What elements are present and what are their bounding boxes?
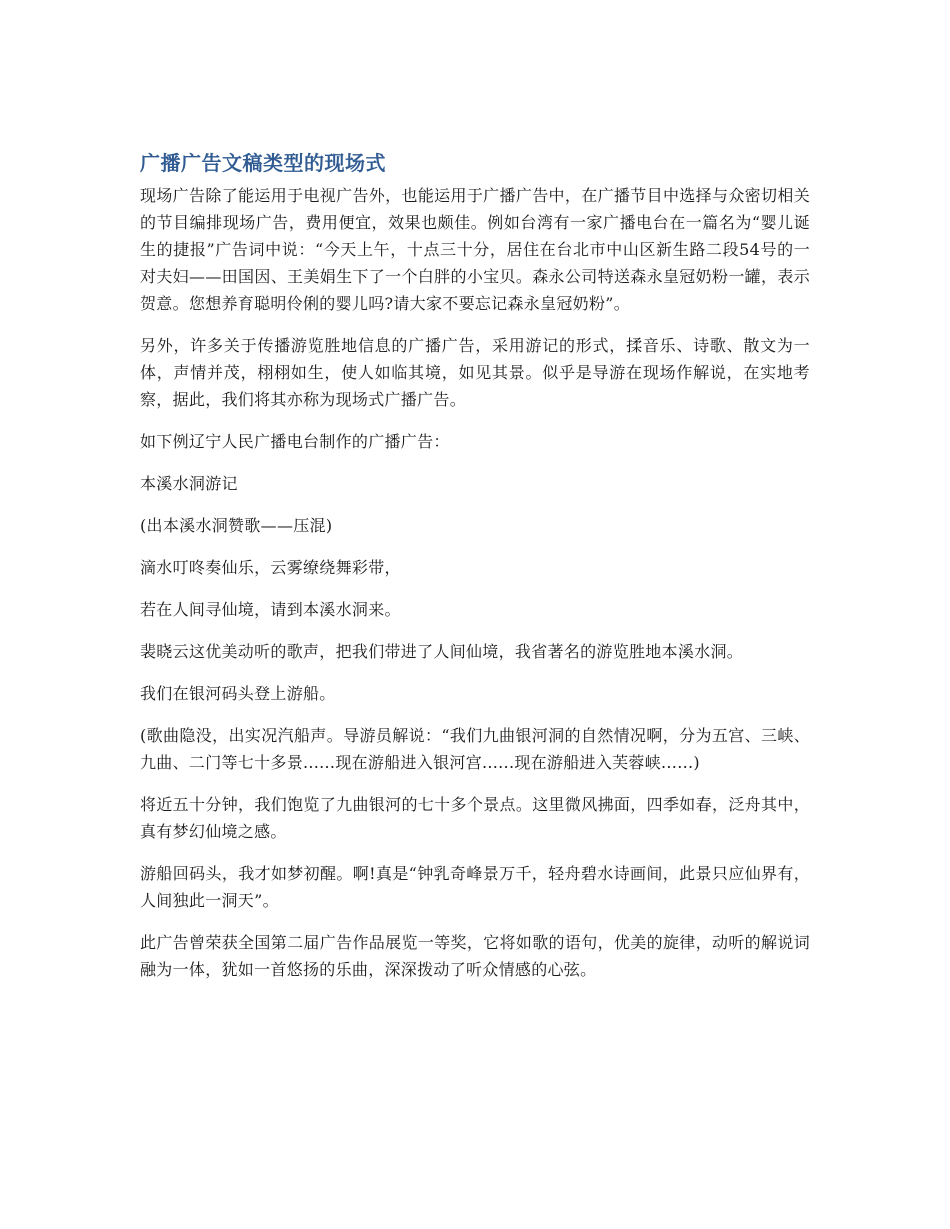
document-title: 广播广告文稿类型的现场式 xyxy=(140,151,386,175)
document-page xyxy=(140,148,810,998)
paragraph-ad-title: 本溪水洞游记 xyxy=(140,474,238,493)
paragraph-travelogue: 另外，许多关于传播游览胜地信息的广播广告，采用游记的形式，揉音乐、诗歌、散文为一体，声情并茂，栩栩如生，使人如临其境，如见其景。似乎是导游在现场作解说，在实地考察，据此，我们将其亦称为现场式广播广告。 xyxy=(140,336,810,409)
paragraph-narration-4: 游船回码头，我才如梦初醒。啊!真是“钟乳奇峰景万千，轻舟碧水诗画间，此景只应仙界有，人间独此一洞天”。 xyxy=(140,864,810,910)
paragraph-narration-1: 裴晓云这优美动听的歌声，把我们带进了人间仙境，我省著名的游览胜地本溪水洞。 xyxy=(140,642,744,661)
paragraph-narration-3: 将近五十分钟，我们饱览了九曲银河的七十多个景点。这里微风拂面，四季如春，泛舟其中，真有梦幻仙境之感。 xyxy=(140,795,810,841)
paragraph-conclusion: 此广告曾荣获全国第二届广告作品展览一等奖，它将如歌的语句，优美的旋律，动听的解说词融为一体，犹如一首悠扬的乐曲，深深拨动了听众情感的心弦。 xyxy=(140,933,810,979)
paragraph-narration-2: 我们在银河码头登上游船。 xyxy=(140,684,336,703)
paragraph-stage-direction: (出本溪水洞赞歌——压混) xyxy=(140,516,333,535)
paragraph-lyric-line-1: 滴水叮咚奏仙乐，云雾缭绕舞彩带， xyxy=(140,558,401,577)
paragraph-guide-commentary: (歌曲隐没，出实况汽船声。导游员解说：“我们九曲银河洞的自然情况啊，分为五宫、三峡、九曲、二门等七十多景......现在游船进入银河宫......现在游船进入芙蓉峡......) xyxy=(140,726,810,772)
paragraph-intro: 现场广告除了能运用于电视广告外，也能运用于广播广告中，在广播节目中选择与众密切相关的节目编排现场广告，费用便宜，效果也颇佳。例如台湾有一家广播电台在一篇名为“婴儿诞生的捷报”广告词中说：“今天上午，十点三十分，居住在台北市中山区新生路二段54号的一对夫妇——田国因、王美娟生下了一个白胖的小宝贝。森永公司特送森永皇冠奶粉一罐，表示贺意。您想养育聪明伶俐的婴儿吗?请大家不要忘记森永皇冠奶粉”。 xyxy=(140,186,810,313)
paragraph-example-intro: 如下例辽宁人民广播电台制作的广播广告： xyxy=(140,432,450,451)
paragraph-lyric-line-2: 若在人间寻仙境，请到本溪水洞来。 xyxy=(140,600,401,619)
